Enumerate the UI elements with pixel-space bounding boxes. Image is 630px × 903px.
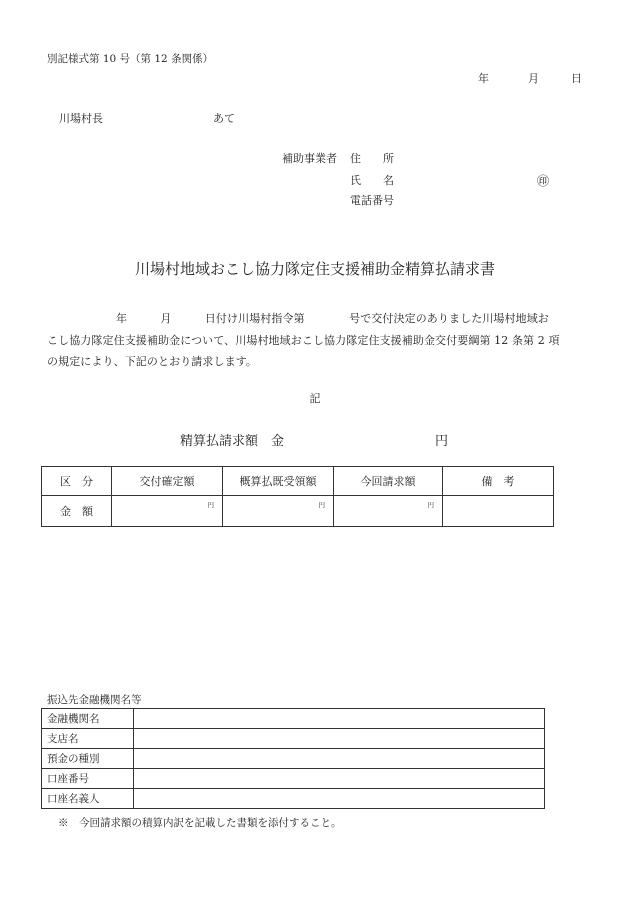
addressee-suffix: あて — [213, 112, 235, 125]
bank-value[interactable] — [134, 729, 545, 749]
table-header-row — [42, 467, 554, 496]
bank-value[interactable] — [134, 769, 545, 789]
table-row — [42, 709, 545, 729]
bank-section-title: 振込先金融機関名等 — [47, 694, 142, 706]
bank-table — [41, 708, 545, 809]
bank-value[interactable] — [134, 709, 545, 729]
table-row — [42, 496, 554, 527]
amount-table — [41, 466, 554, 527]
bank-label: 口座名義人 — [42, 789, 134, 809]
remarks-cell[interactable] — [443, 496, 554, 527]
request-amount-cell[interactable]: 円 — [334, 496, 443, 527]
applicant-label: 補助事業者 — [282, 152, 337, 165]
attachment-note: ※ 今回請求額の積算内訳を記載した書類を添付すること。 — [58, 817, 342, 829]
amount-label: 精算払請求額 金 — [180, 434, 285, 449]
bank-label: 金融機関名 — [42, 709, 134, 729]
ki-label: 記 — [309, 392, 321, 405]
body-line-3: の規定により、下記のとおり請求します。 — [47, 355, 258, 368]
phone-label: 電話番号 — [350, 194, 394, 207]
date-year: 年 — [478, 72, 489, 85]
address-label: 住 所 — [350, 152, 394, 165]
bank-value[interactable] — [134, 749, 545, 769]
table-header: 交付確定額 — [112, 467, 223, 496]
date-day: 日 — [571, 72, 582, 85]
body-line-1: 年 月 日付け川場村指令第 号で交付決定のありました川場村地域お — [116, 312, 549, 325]
confirmed-amount-cell[interactable]: 円 — [112, 496, 223, 527]
table-row — [42, 769, 545, 789]
table-row — [42, 789, 545, 809]
bank-label: 預金の種別 — [42, 749, 134, 769]
seal-mark: ㊞ — [537, 174, 550, 188]
bank-value[interactable] — [134, 789, 545, 809]
document-title: 川場村地域おこし協力隊定住支援補助金精算払請求書 — [134, 260, 495, 278]
row-label: 金 額 — [42, 496, 112, 527]
table-header: 区 分 — [42, 467, 112, 496]
received-amount-cell[interactable]: 円 — [223, 496, 334, 527]
table-header: 備 考 — [443, 467, 554, 496]
name-label: 氏 名 — [350, 174, 394, 187]
bank-label: 口座番号 — [42, 769, 134, 789]
date-month: 月 — [528, 72, 539, 85]
table-header: 概算払既受領額 — [223, 467, 334, 496]
body-line-2: こし協力隊定住支援補助金について、川場村地域おこし協力隊定住支援補助金交付要綱第 12 条第 2 項 — [47, 334, 560, 347]
addressee: 川場村長 — [59, 112, 103, 125]
table-row — [42, 749, 545, 769]
bank-label: 支店名 — [42, 729, 134, 749]
amount-unit: 円 — [435, 434, 449, 449]
table-header: 今回請求額 — [334, 467, 443, 496]
table-row — [42, 729, 545, 749]
form-number: 別記様式第 10 号（第 12 条関係） — [47, 53, 214, 65]
